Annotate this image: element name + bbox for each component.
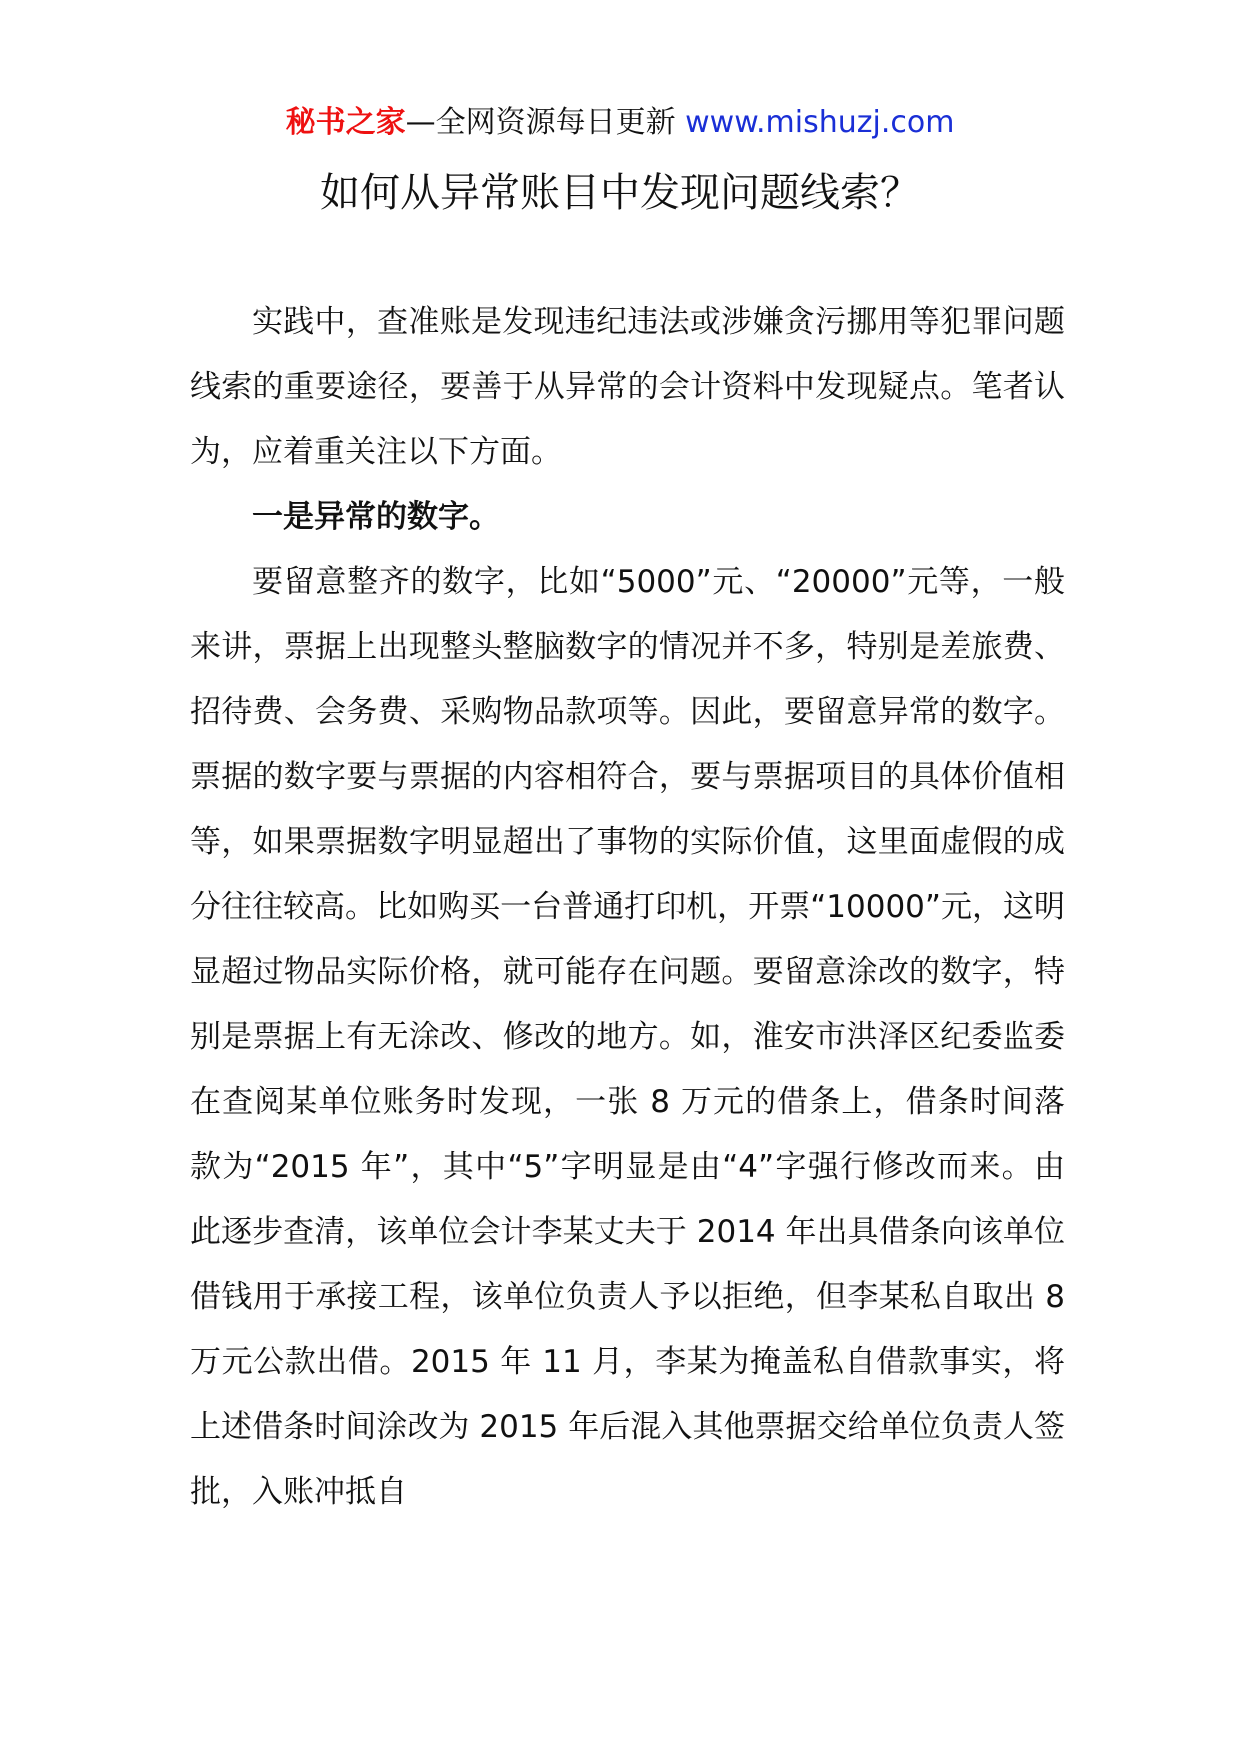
website-link[interactable]: www.mishuzj.com — [685, 105, 955, 140]
intro-paragraph: 实践中，查准账是发现违纪违法或涉嫌贪污挪用等犯罪问题线索的重要途径，要善于从异常的会计资料中发现疑点。笔者认为，应着重关注以下方面。 — [190, 304, 1065, 470]
header-slogan: —全网资源每日更新 — [405, 105, 686, 140]
section-heading: 一是异常的数字。 — [252, 499, 500, 535]
section-paragraph: 要留意整齐的数字，比如“5000”元、“20000”元等，一般来讲，票据上出现整头整脑数字的情况并不多，特别是差旅费、招待费、会务费、采购物品款项等。因此，要留意异常的数字。票据的数字要与票据的内容相符合，要与票据项目的具体价值相等，如果票据数字明显超出了事物的实际价值，这里面虚假的成分往往较高。比如购买一台普通打印机，开票“10000”元，这明显超过物品实际价格，就可能存在问题。要留意涂改的数字，特别是票据上有无涂改、修改的地方。如，淮安市洪泽区纪委监委在查阅某单位账务时发现，一张 8 万元的借条上，借条时间落款为“2015 年”，其中“5”字明显是由“4”字强行修改而来。由此逐步查清，该单位会计李某丈夫于 2014 年出具借条向该单位借钱用于承接工程，该单位负责人予以拒绝，但李某私自取出 8 万元公款出借。2015 年 11 月，李某为掩盖私自借款事实，将上述借条时间涂改为 2015 年后混入其他票据交给单位负责人签批，入账冲抵自 — [190, 564, 1065, 1510]
page-header — [0, 100, 1240, 146]
document-title: 如何从异常账目中发现问题线索？ — [320, 170, 920, 216]
brand-name: 秘书之家 — [285, 105, 406, 140]
document-body — [190, 290, 1065, 1525]
